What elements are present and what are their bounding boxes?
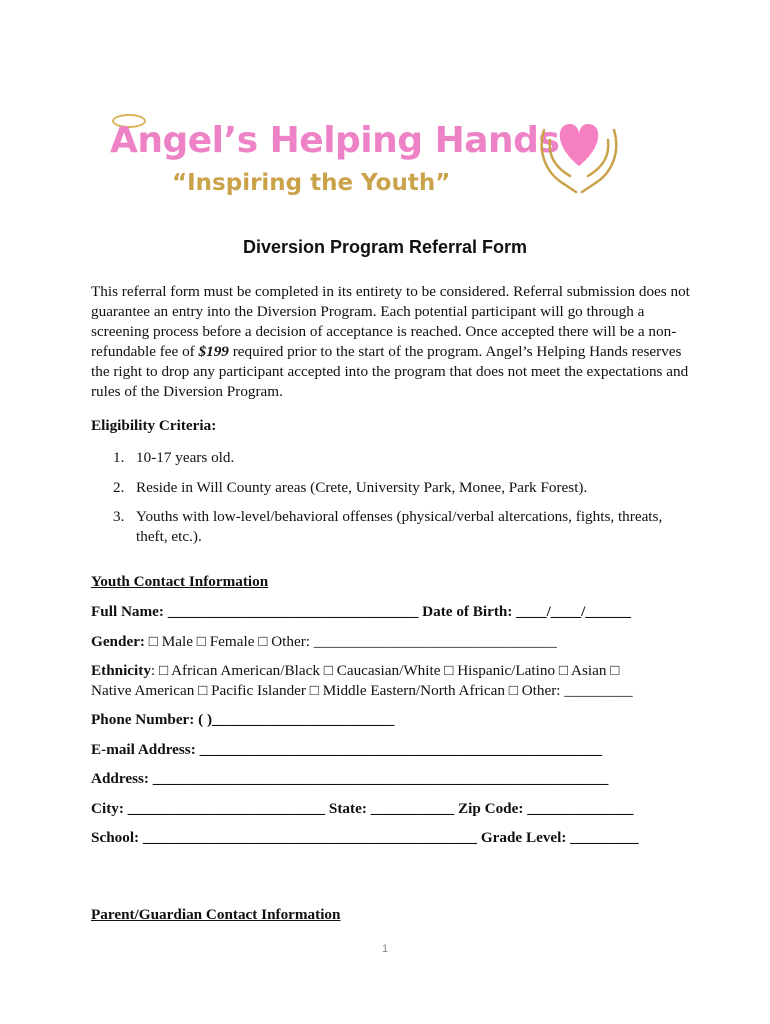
ethnicity-label: Ethnicity bbox=[91, 662, 151, 679]
heart-hands-icon bbox=[534, 110, 624, 196]
program-fee: $199 bbox=[198, 343, 229, 360]
gender-label: Gender: bbox=[91, 633, 145, 650]
logo-title: Angel’s Helping Hands bbox=[110, 120, 560, 161]
form-title: Diversion Program Referral Form bbox=[242, 237, 528, 257]
criteria-text: Youths with low-level/behavioral offenses (physical/verbal altercations, fights, threats, theft, etc.). bbox=[136, 508, 663, 545]
full-name-field[interactable]: Full Name: _________________________________ Date of Birth: ____/____/______ bbox=[91, 603, 631, 620]
youth-contact-heading: Youth Contact Information bbox=[91, 573, 269, 590]
intro-text-a: This referral form must be completed in its entirety to be considered. Referral submission does not guarantee an entry into the Diversion Program. Each potential participant will go through a screening process before a decision of acceptance is reached. Once accepted there will be a non-refundable fee of bbox=[91, 283, 690, 360]
gender-options[interactable]: □ Male □ Female □ Other: ________________________________ bbox=[145, 633, 557, 650]
criteria-number: 3. bbox=[113, 508, 125, 525]
school-grade-field[interactable]: School: ____________________________________________ Grade Level: _________ bbox=[91, 829, 639, 846]
criteria-number: 1. bbox=[113, 449, 125, 466]
ethnicity-field[interactable] bbox=[91, 661, 691, 681]
phone-field[interactable]: Phone Number: ( )________________________ bbox=[91, 711, 395, 728]
ethnicity-options-2[interactable]: Native American □ Pacific Islander □ Middle Eastern/North African □ Other: _________ bbox=[91, 682, 633, 699]
gender-field[interactable] bbox=[91, 632, 691, 652]
page-number: 1 bbox=[381, 943, 389, 955]
logo-subtitle: “Inspiring the Youth” bbox=[172, 170, 451, 196]
criteria-text: Reside in Will County areas (Crete, University Park, Monee, Park Forest). bbox=[136, 479, 588, 496]
criteria-text: 10-17 years old. bbox=[136, 449, 235, 466]
parent-contact-heading: Parent/Guardian Contact Information bbox=[91, 906, 341, 923]
email-field[interactable]: E-mail Address: _____________________________________________________ bbox=[91, 741, 603, 758]
address-field[interactable]: Address: ____________________________________________________________ bbox=[91, 770, 609, 787]
criteria-number: 2. bbox=[113, 479, 125, 496]
intro-paragraph bbox=[91, 282, 691, 402]
eligibility-heading: Eligibility Criteria: bbox=[91, 417, 217, 434]
ethnicity-options-1[interactable]: : □ African American/Black □ Caucasian/White □ Hispanic/Latino □ Asian □ bbox=[150, 662, 620, 679]
logo bbox=[110, 108, 630, 208]
intro-text-b: required prior to the start of the program. Angel’s Helping Hands reserves the right to drop any participant accepted into the program that does not meet the expectations and rules of the Diversion Program. bbox=[91, 343, 689, 400]
city-state-zip-field[interactable]: City: __________________________ State: ___________ Zip Code: ______________ bbox=[91, 800, 634, 817]
